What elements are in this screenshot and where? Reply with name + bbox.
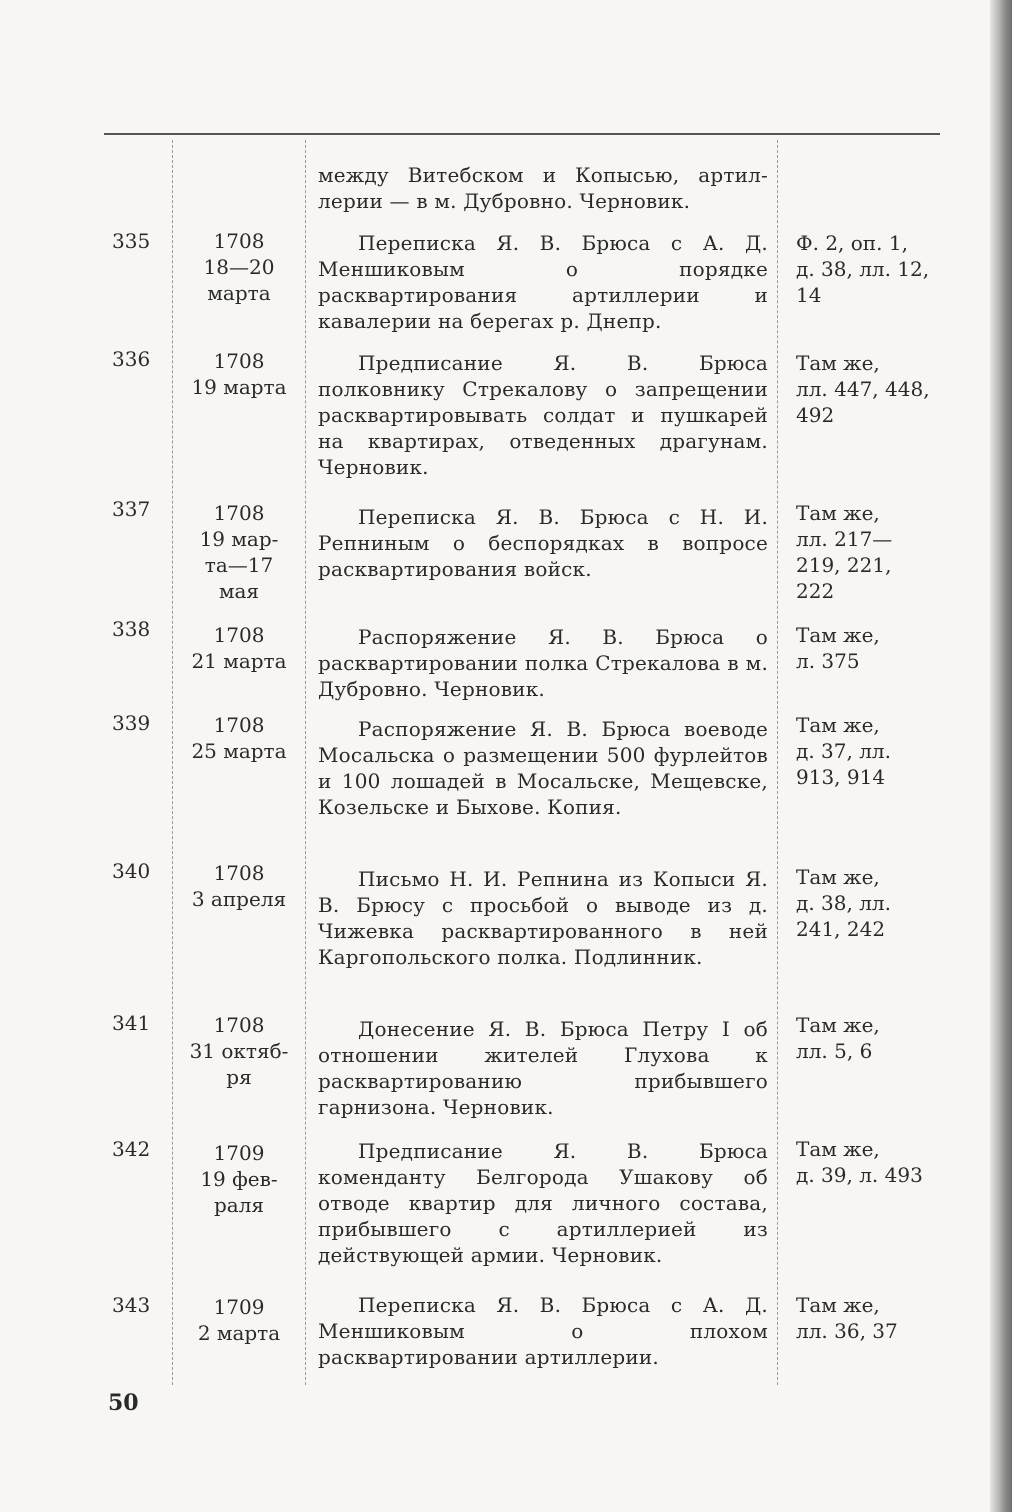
entry-archive-ref: Ф. 2, оп. 1, д. 38, лл. 12, 14	[796, 231, 930, 307]
entry-content: Распоряжение Я. В. Брюса воеводе Мосальска о размещении 500 фурлейтов и 100 лошадей в Мосальске, Мещевске, Козельске и Быхове. Копия.	[318, 717, 768, 819]
entry-number: 341	[112, 1011, 151, 1035]
entry-content: Переписка Я. В. Брюса с А. Д. Меншиковым о плохом расквартировании артиллерии.	[318, 1293, 768, 1369]
entry-archive-ref: Там же, лл. 5, 6	[796, 1013, 880, 1063]
entry-date: 1708 18—20 марта	[203, 229, 275, 305]
column-divider-3	[777, 140, 778, 1385]
continuation-content: между Витебском и Копысью, артил-лерии — в м. Дубровно. Черновик.	[318, 163, 768, 213]
page-edge-shadow	[990, 0, 1012, 1512]
entry-date: 1708 21 марта	[191, 623, 287, 673]
entry-archive-ref: Там же, лл. 217— 219, 221, 222	[796, 501, 893, 603]
entry-content: Распоряжение Я. В. Брюса о расквартировании полка Стрекалова в м. Дубровно. Черновик.	[318, 625, 768, 701]
entry-content: Переписка Я. В. Брюса с Н. И. Репниным о беспорядках в вопросе расквартирования войск.	[318, 505, 768, 581]
entry-number: 339	[112, 711, 151, 735]
entry-number: 342	[112, 1137, 151, 1161]
entry-number: 343	[112, 1293, 151, 1317]
entry-content: Предписание Я. В. Брюса полковнику Стрекалову о запрещении расквартировывать солдат и пушкарей на квартирах, отведенных драгунам. Черновик.	[318, 351, 768, 479]
entry-number: 340	[112, 859, 151, 883]
entry-archive-ref: Там же, д. 38, лл. 241, 242	[796, 865, 891, 941]
entry-date: 1708 19 мар- та—17 мая	[199, 501, 279, 603]
page-number: 50	[108, 1390, 139, 1416]
table-top-rule	[104, 133, 940, 135]
entry-date: 1708 25 марта	[191, 713, 287, 763]
entry-date: 1708 31 октяб- ря	[189, 1013, 289, 1089]
entry-number: 336	[112, 347, 151, 371]
column-divider-1	[172, 140, 173, 1385]
entry-archive-ref: Там же, д. 39, л. 493	[796, 1137, 923, 1187]
entry-archive-ref: Там же, лл. 36, 37	[796, 1293, 898, 1343]
entry-number: 337	[112, 497, 151, 521]
entry-number: 335	[112, 229, 151, 253]
entry-archive-ref: Там же, л. 375	[796, 623, 880, 673]
entry-content: Переписка Я. В. Брюса с А. Д. Меншиковым о порядке расквартирования артиллерии и кавалерии на берегах р. Днепр.	[318, 231, 768, 333]
entry-archive-ref: Там же, лл. 447, 448, 492	[796, 351, 930, 427]
entry-content: Письмо Н. И. Репнина из Копыси Я. В. Брюсу с просьбой о выводе из д. Чижевка расквартированного в ней Каргопольского полка. Подлинник.	[318, 867, 768, 969]
entry-date: 1708 19 марта	[191, 349, 287, 399]
entry-date: 1709 2 марта	[197, 1295, 281, 1345]
entry-number: 338	[112, 617, 151, 641]
entry-content: Предписание Я. В. Брюса коменданту Белгорода Ушакову об отводе квартир для личного состава, прибывшего с артиллерией из действующей армии. Черновик.	[318, 1139, 768, 1267]
entry-date: 1708 3 апреля	[191, 861, 287, 911]
entry-date: 1709 19 фев- раля	[200, 1141, 278, 1217]
column-divider-2	[305, 140, 306, 1385]
entry-content: Донесение Я. В. Брюса Петру I об отношении жителей Глухова к расквартированию прибывшего гарнизона. Черновик.	[318, 1017, 768, 1119]
entry-archive-ref: Там же, д. 37, лл. 913, 914	[796, 713, 891, 789]
